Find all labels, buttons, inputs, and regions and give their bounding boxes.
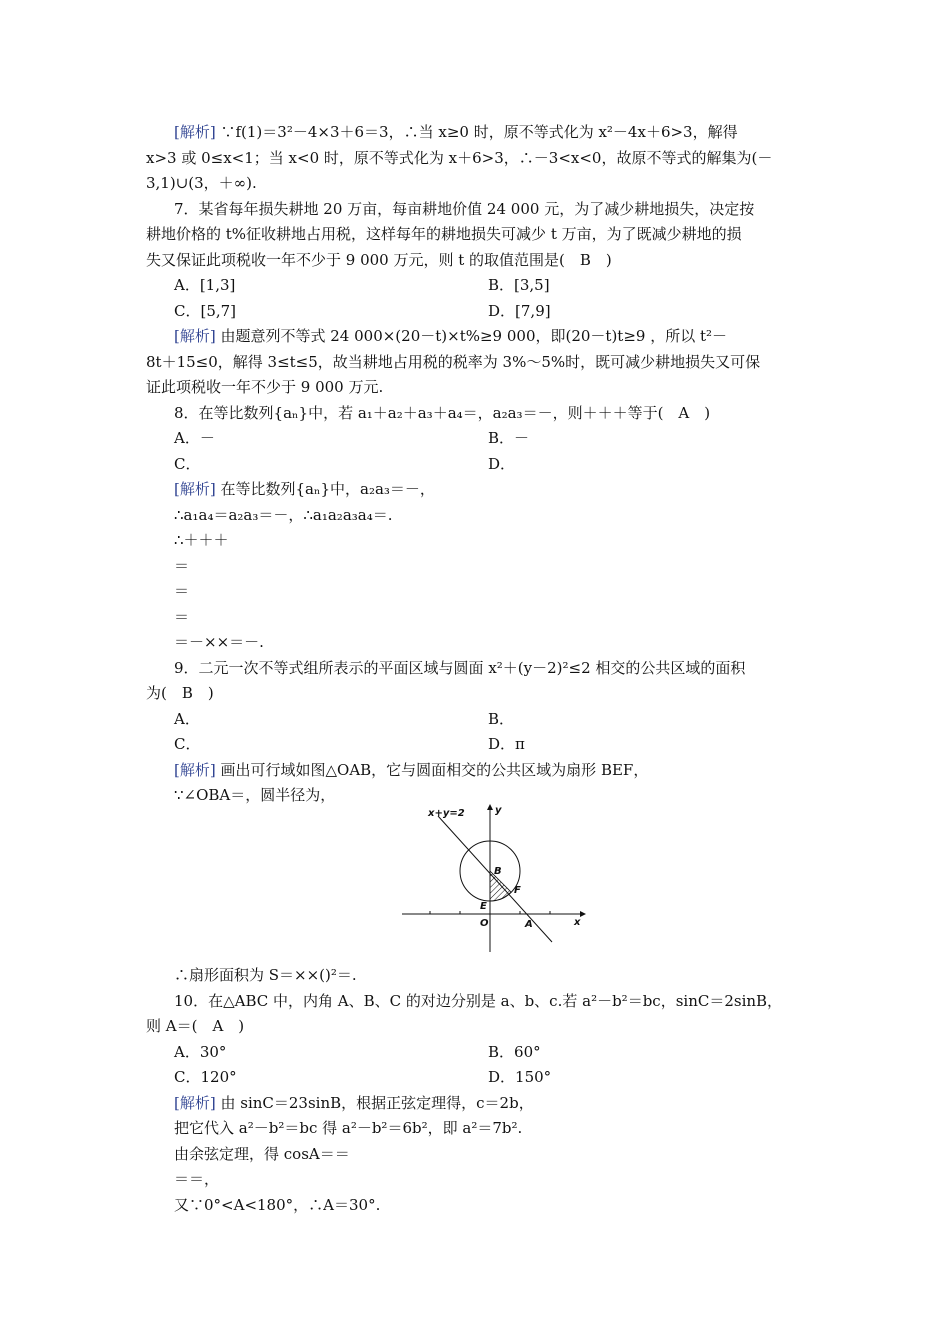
region-figure <box>400 802 590 954</box>
text-line: 把它代入 a²－b²＝bc 得 a²－b²＝6b²，即 a²＝7b². <box>174 1119 523 1137</box>
analysis-tag: [解析] <box>174 761 216 779</box>
point-f-label: F <box>514 885 521 896</box>
option-c: C． <box>174 735 201 753</box>
point-a-label: A <box>525 919 533 930</box>
line-label: x+y=2 <box>428 808 465 819</box>
question-10: 10．在△ABC 中，内角 A、B、C 的对边分别是 a、b、c.若 a²－b²＝bc，sinC＝2sinB， <box>174 992 783 1010</box>
option-c: C．120° <box>174 1068 237 1086</box>
x-axis-label: x <box>574 917 581 928</box>
text-line: 失又保证此项税收一年不少于 9 000 万元，则 t 的取值范围是( B ) <box>146 251 612 269</box>
option-d: D． <box>488 455 516 473</box>
text-line: 证此项税收一年不少于 9 000 万元. <box>146 378 384 396</box>
text-line: 耕地价格的 t%征收耕地占用税，这样每年的耕地损失可减少 t 万亩，为了既减少耕地的损 <box>146 225 742 243</box>
text-line: 又∵0°<A<180°，∴A＝30°. <box>174 1196 381 1214</box>
option-c: C． <box>174 455 201 473</box>
text-line: ＝－××＝－. <box>174 633 264 651</box>
text-line: ＝ <box>174 557 190 575</box>
option-b: B．－ <box>488 429 530 447</box>
option-b: B． <box>488 710 515 728</box>
analysis-tag: [解析] <box>174 1094 216 1112</box>
option-a: A．30° <box>174 1043 227 1061</box>
y-axis-arrow <box>487 804 493 810</box>
text-line <box>174 325 727 347</box>
text-line: ∵∠OBA＝，圆半径为， <box>174 786 336 804</box>
text-line <box>174 1092 534 1114</box>
text-line: ＝＝， <box>174 1170 220 1188</box>
analysis-tag: [解析] <box>174 123 216 141</box>
line-text: ∵f(1)＝3²－4×3＋6＝3，∴当 x≥0 时，原不等式化为 x²－4x＋6>3，解得 <box>215 123 738 141</box>
point-o-label: O <box>480 918 489 929</box>
option-b: B．60° <box>488 1043 541 1061</box>
analysis-tag: [解析] <box>174 480 216 498</box>
point-e-label: E <box>480 901 487 912</box>
option-d: D．150° <box>488 1068 552 1086</box>
line-text: 由 sinC＝23sinB，根据正弦定理得，c＝2b， <box>215 1094 534 1112</box>
question-9: 9．二元一次不等式组所表示的平面区域与圆面 x²＋(y－2)²≤2 相交的公共区域的面积 <box>174 659 746 677</box>
option-c: C．[5,7] <box>174 302 237 320</box>
y-axis-label: y <box>495 805 502 816</box>
question-8: 8．在等比数列{aₙ}中，若 a₁＋a₂＋a₃＋a₄＝，a₂a₃＝－，则＋＋＋等于( A ) <box>174 404 711 422</box>
option-b: B．[3,5] <box>488 276 550 294</box>
text-line: 3,1)∪(3，＋∞). <box>146 174 257 192</box>
text-line: ∴a₁a₄＝a₂a₃＝－，∴a₁a₂a₃a₄＝. <box>174 506 393 524</box>
x-axis-arrow <box>580 911 586 917</box>
point-b-label: B <box>494 866 502 877</box>
text-line: 由余弦定理，得 cosA＝＝ <box>174 1145 350 1163</box>
text-line <box>174 121 738 143</box>
text-line: 为( B ) <box>146 684 214 702</box>
line-text: 在等比数列{aₙ}中，a₂a₃＝－， <box>215 480 435 498</box>
option-a: A．－ <box>174 429 215 447</box>
option-a: A． <box>174 710 200 728</box>
text-line: ＝ <box>174 608 190 626</box>
text-line: 8t＋15≤0，解得 3≤t≤5，故当耕地占用税的税率为 3%～5%时，既可减少耕地损失又可保 <box>146 353 761 371</box>
line-text: 由题意列不等式 24 000×(20－t)×t%≥9 000，即(20－t)t≥9 ，所以 t²－ <box>215 327 728 345</box>
line-text: 画出可行域如图△OAB，它与圆面相交的公共区域为扇形 BEF， <box>215 761 649 779</box>
option-d: D．π <box>488 735 525 753</box>
text-line <box>174 478 435 500</box>
text-line: ∴＋＋＋ <box>174 531 229 549</box>
option-a: A．[1,3] <box>174 276 236 294</box>
analysis-tag: [解析] <box>174 327 216 345</box>
text-line: 则 A＝( A ) <box>146 1017 245 1035</box>
text-line: ∴扇形面积为 S＝××()²＝. <box>174 966 357 984</box>
text-line: ＝ <box>174 582 190 600</box>
question-7: 7．某省每年损失耕地 20 万亩，每亩耕地价值 24 000 元，为了减少耕地损失，决定按 <box>174 200 755 218</box>
text-line: x>3 或 0≤x<1；当 x<0 时，原不等式化为 x＋6>3，∴－3<x<0，故原不等式的解集为(－ <box>146 149 773 167</box>
option-d: D．[7,9] <box>488 302 551 320</box>
text-line <box>174 759 648 781</box>
